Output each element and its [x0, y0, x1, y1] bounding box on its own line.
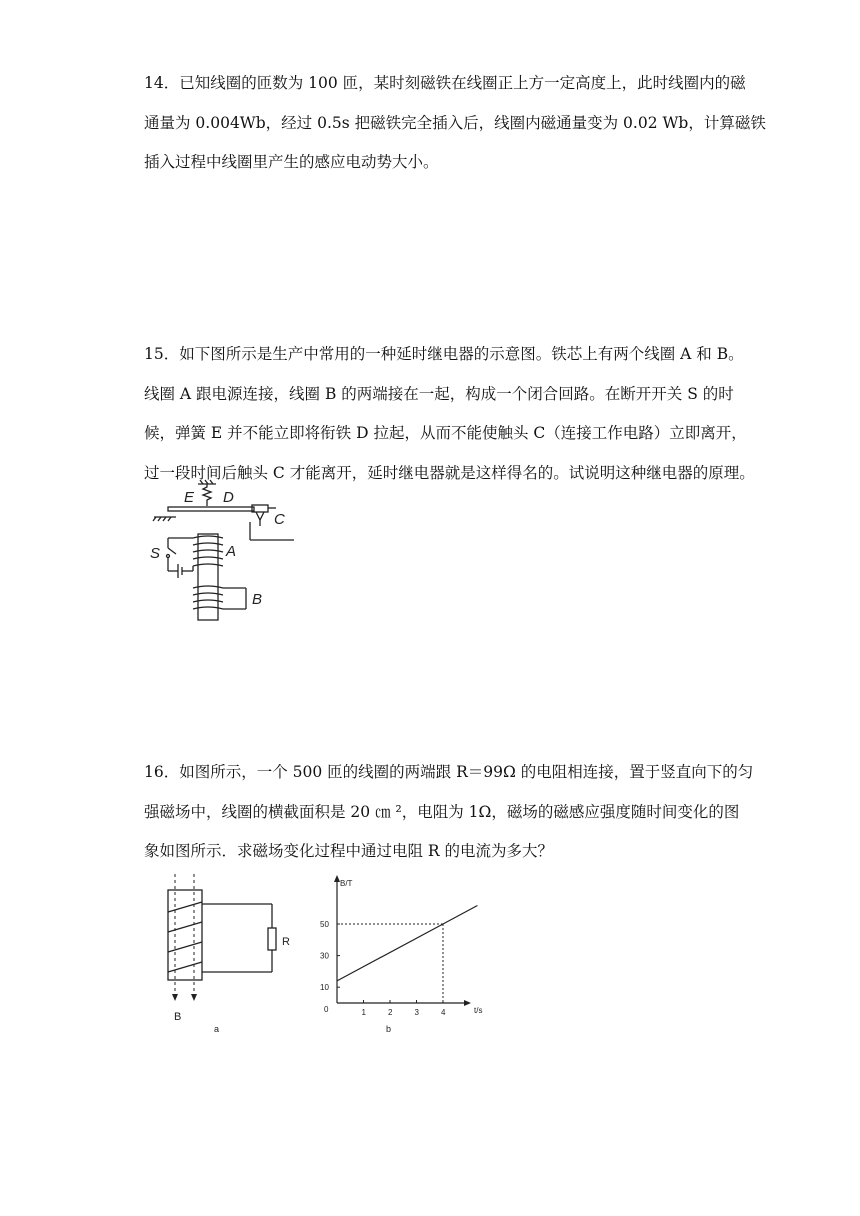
question-16: [144, 753, 754, 872]
question-14: [144, 64, 766, 183]
caption-a: a: [214, 1024, 220, 1034]
q15-line-1: 15．如下图所示是生产中常用的一种延时继电器的示意图。铁芯上有两个线圈 A 和 B。: [144, 345, 744, 363]
q14-line-3: 插入过程中线圈里产生的感应电动势大小。: [144, 153, 439, 171]
label-B-field: B: [174, 1011, 182, 1023]
x-tick-label: 3: [414, 1008, 419, 1017]
question-15: [144, 335, 755, 493]
label-C: C: [274, 511, 285, 528]
coil-resistor-diagram: [160, 872, 300, 1037]
label-A: A: [226, 543, 237, 560]
y-tick-label: 50: [320, 920, 329, 929]
q15-line-3: 候，弹簧 E 并不能立即将衔铁 D 拉起，从而不能使触头 C（连接工作电路）立即离开，: [144, 424, 747, 442]
q16-line-1: 16．如图所示，一个 500 匝的线圈的两端跟 R＝99Ω 的电阻相连接，置于竖直向下的匀: [144, 763, 754, 781]
q16-line-2: 强磁场中，线圈的横截面积是 20 ㎝ ²，电阻为 1Ω，磁场的磁感应强度随时间变化的图: [144, 802, 740, 821]
x-axis-label: t/s: [474, 1006, 483, 1015]
y-tick-label: 30: [320, 951, 329, 961]
y-axis-label: B/T: [340, 879, 353, 888]
q14-line-1: 14．已知线圈的匝数为 100 匝，某时刻磁铁在线圈正上方一定高度上，此时线圈内的磁: [144, 74, 746, 92]
label-R: R: [282, 936, 290, 948]
x-tick-label: 4: [441, 1008, 446, 1017]
q15-line-2: 线圈 A 跟电源连接，线圈 B 的两端接在一起，构成一个闭合回路。在断开开关 S 的时: [144, 384, 734, 403]
q14-line-2: 通量为 0.004Wb，经过 0.5s 把磁铁完全插入后，线圈内磁通量变为 0.02 Wb，计算磁铁: [144, 113, 766, 132]
origin-label: 0: [324, 1005, 329, 1014]
q15-line-4: 过一段时间后触头 C 才能离开，延时继电器就是这样得名的。试说明这种继电器的原理。: [144, 463, 755, 482]
x-tick-label: 2: [388, 1008, 393, 1017]
label-S: S: [150, 545, 161, 562]
y-tick-label: 10: [320, 983, 329, 993]
label-E: E: [184, 489, 195, 506]
label-D: D: [223, 489, 234, 506]
q16-line-3: 象如图所示．求磁场变化过程中通过电阻 R 的电流为多大？: [144, 842, 554, 860]
x-tick-label: 1: [361, 1008, 366, 1017]
label-B: B: [252, 591, 263, 608]
b-t-graph: [318, 872, 498, 1037]
relay-diagram: [148, 478, 308, 623]
b-t-series-line: [337, 906, 477, 981]
caption-b: b: [386, 1024, 392, 1034]
